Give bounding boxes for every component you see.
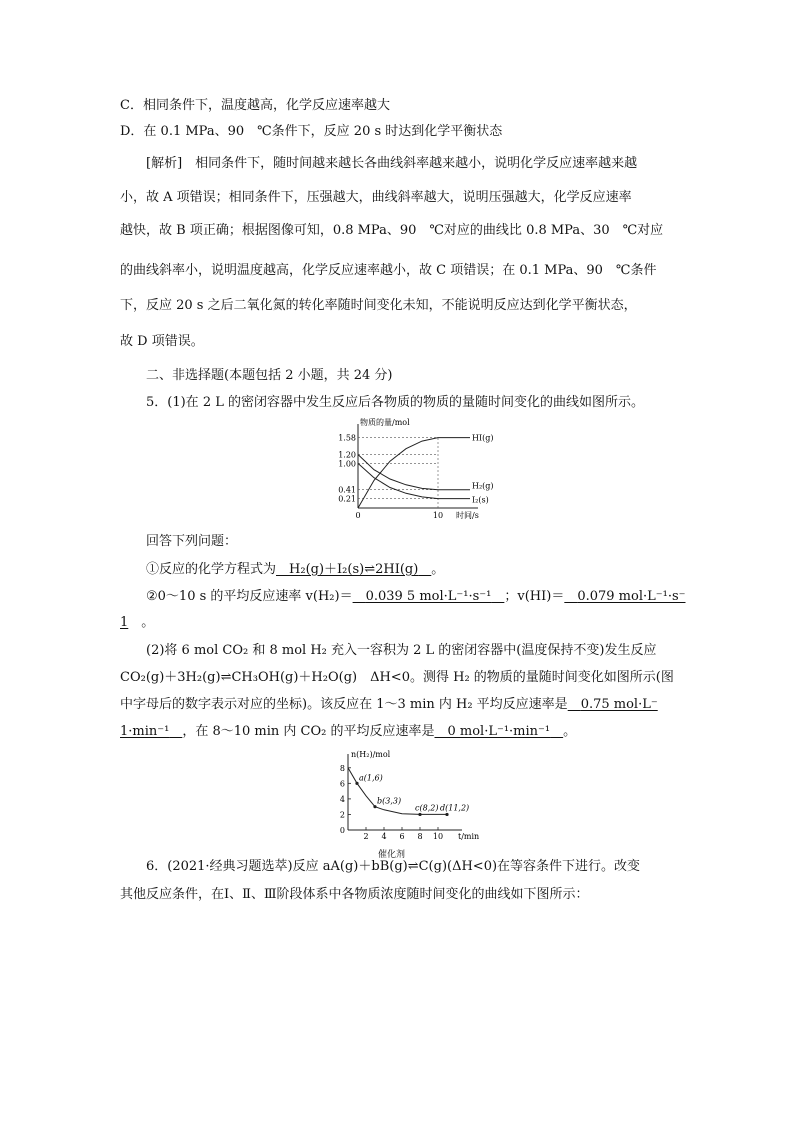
sub-question-2-cont: 1 。 [120, 615, 155, 630]
y-tick-label: 1.00 [338, 459, 356, 469]
y-tick-label: 0 [339, 826, 345, 835]
series-line [358, 455, 470, 490]
catalyst-label: 催化剂 [378, 850, 406, 860]
chart-2 [330, 746, 490, 846]
sub2-answer-1: 0.039 5 mol·L⁻¹·s⁻¹ [365, 589, 492, 604]
x-tick-label: 0 [355, 511, 361, 520]
part2-line: 中字母后的数字表示对应的坐标)。该反应在 1～3 min 内 H₂ 平均反应速率是 0.75 mol·L⁻ [120, 697, 658, 712]
explanation-line: 故 D 项错误。 [120, 334, 204, 349]
section-heading: 二、非选择题(本题包括 2 小题，共 24 分) [146, 368, 393, 383]
chart-1 [330, 416, 500, 528]
option-c: C．相同条件下，温度越高，化学反应速率越大 [120, 98, 390, 113]
y-tick-label: 8 [339, 763, 345, 773]
series-label: H₂(g) [472, 481, 494, 491]
sub-question-2 [146, 589, 686, 605]
x-tick-label: 8 [417, 832, 423, 841]
x-tick-label: 4 [381, 832, 387, 841]
explanation-line: 小，故 A 项错误；相同条件下，压强越大，曲线斜率越大，说明压强越大，化学反应速率 [120, 190, 632, 205]
x-axis-label: 时间/s [456, 511, 479, 520]
sub2-prefix: ②0～10 s 的平均反应速率 v(H₂)＝ [146, 589, 353, 604]
y-tick-label: 2 [339, 810, 345, 820]
y-tick-label: 4 [339, 794, 345, 804]
y-tick-label: 0.21 [338, 494, 356, 504]
sub2-answer-2: 0.079 mol·L⁻¹·s⁻ [577, 589, 686, 604]
part2-line: CO₂(g)＋3H₂(g)⇌CH₃OH(g)＋H₂O(g) ΔH<0。测得 H₂ 的物质的量随时间变化如图所示(图 [120, 670, 674, 685]
y-tick-label: 1.20 [338, 450, 356, 460]
point-label: c(8,2) [415, 803, 439, 813]
point-label: a(1,6) [359, 773, 383, 783]
data-point [445, 813, 448, 816]
data-point [418, 813, 421, 816]
series-line [358, 438, 470, 508]
part2-answer-1-cont: 1·min⁻¹ [120, 724, 170, 739]
x-tick-label: 6 [399, 832, 405, 841]
explanation-line: [解析] 相同条件下，随时间越来越长各曲线斜率越来越小，说明化学反应速率越来越 [146, 156, 638, 171]
part2-answer-1: 0.75 mol·L⁻ [580, 697, 658, 712]
y-tick-label: 6 [339, 779, 345, 789]
sub1-answer: H₂(g)＋I₂(s)⇌2HI(g) [289, 562, 419, 577]
explanation-line: 下，反应 20 s 之后二氧化氮的转化率随时间变化未知，不能说明反应达到化学平衡状态， [120, 298, 637, 313]
point-label: b(3,3) [377, 796, 402, 806]
option-d: D．在 0.1 MPa、90 ℃条件下，反应 20 s 时达到化学平衡状态 [120, 124, 503, 139]
explanation-line: 的曲线斜率小，说明温度越高，化学反应速率越小，故 C 项错误；在 0.1 MPa、90 ℃条件 [120, 263, 657, 278]
series-line [358, 463, 470, 498]
explanation-line: 越快，故 B 项正确；根据图像可知，0.8 MPa、90 ℃对应的曲线比 0.8 MPa、30 ℃对应 [120, 223, 664, 238]
y-tick-label: 0.41 [338, 485, 356, 495]
part2-line-4: 1·min⁻¹ ，在 8～10 min 内 CO₂ 的平均反应速率是 0 mol·L⁻¹·min⁻¹ 。 [120, 724, 577, 739]
question-5-intro: 5．(1)在 2 L 的密闭容器中发生反应后各物质的物质的量随时间变化的曲线如图所示。 [146, 395, 644, 410]
x-axis-label: t/min [458, 832, 480, 841]
answer-prompt: 回答下列问题： [146, 534, 238, 549]
question-6-line: 6．(2021·经典习题选萃)反应 aA(g)＋bB(g)⇌C(g)(ΔH<0)在等容条件下进行。改变 [146, 859, 641, 874]
x-tick-label: 2 [363, 832, 369, 841]
series-label: I₂(s) [472, 495, 489, 505]
sub1-prefix: ①反应的化学方程式为 [146, 562, 277, 577]
series-label: HI(g) [472, 433, 494, 443]
sub-question-1: ①反应的化学方程式为 H₂(g)＋I₂(s)⇌2HI(g) 。 [146, 562, 445, 577]
part2-answer-2: 0 mol·L⁻¹·min⁻¹ [447, 724, 551, 739]
y-axis-label: 物质的量/mol [360, 418, 410, 427]
y-tick-label: 1.58 [338, 433, 356, 443]
sub2-answer-2-cont: 1 [120, 615, 129, 630]
y-axis-label: n(H₂)/mol [351, 750, 391, 759]
part2-line: (2)将 6 mol CO₂ 和 8 mol H₂ 充入一容积为 2 L 的密闭容器中(温度保持不变)发生反应 [146, 643, 657, 658]
point-label: d(11,2) [440, 803, 470, 813]
sub2-mid: ；v(HI)＝ [504, 589, 565, 604]
x-tick-label: 10 [432, 832, 444, 841]
question-6-line: 其他反应条件，在Ⅰ、Ⅱ、Ⅲ阶段体系中各物质浓度随时间变化的曲线如下图所示： [120, 887, 589, 902]
x-tick-label: 10 [432, 511, 444, 520]
